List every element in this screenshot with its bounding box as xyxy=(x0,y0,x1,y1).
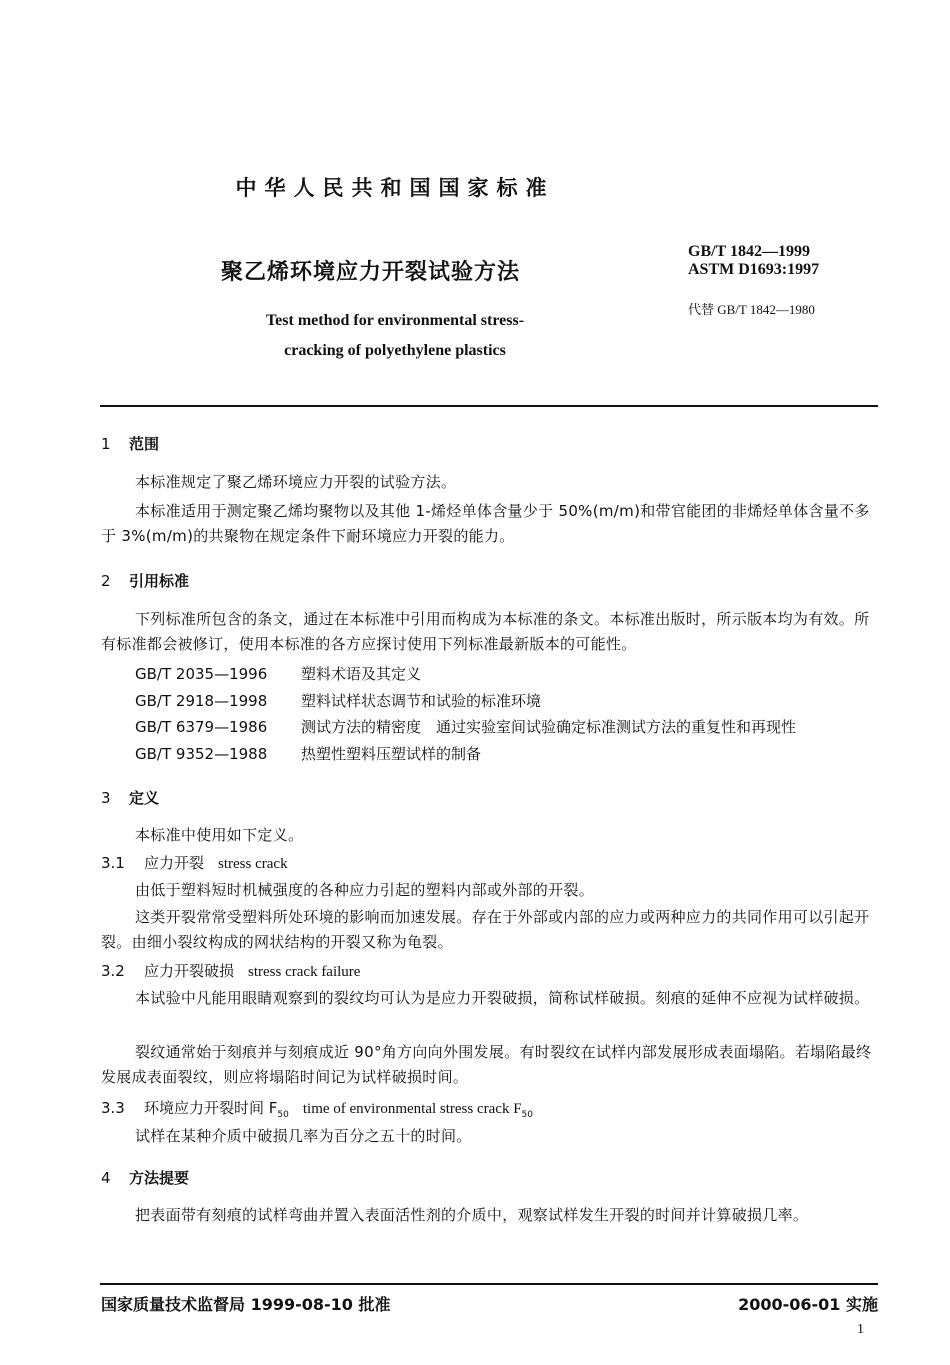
section-heading-4 xyxy=(101,1167,189,1188)
standard-numbers xyxy=(688,243,819,279)
reference-code: GB/T 2918—1998 xyxy=(135,692,268,710)
term-3-1 xyxy=(101,852,288,873)
section-title: 方法提要 xyxy=(129,1169,190,1187)
section-2-paragraph-1: 下列标准所包含的条文，通过在本标准中引用而构成为本标准的条文。本标准出版时，所示版本均为有效。所有标准都会被修订，使用本标准的各方应探讨使用下列标准最新版本的可能性。 xyxy=(101,610,870,653)
reference-code: GB/T 2035—1996 xyxy=(135,665,268,683)
effective-date: 2000-06-01 实施 xyxy=(738,1295,878,1314)
issue-date: 国家质量技术监督局 1999-08-10 批准 xyxy=(101,1295,391,1314)
national-standard-heading: 中华人民共和国国家标准 xyxy=(235,176,555,200)
reference-item xyxy=(135,716,796,737)
title-english xyxy=(150,306,640,366)
section-1-paragraph-1: 本标准规定了聚乙烯环境应力开裂的试验方法。 xyxy=(135,473,457,491)
reference-item xyxy=(135,743,481,764)
reference-name: 测试方法的精密度 通过实验室间试验确定标准测试方法的重复性和再现性 xyxy=(301,718,797,736)
reference-item xyxy=(135,690,541,711)
section-heading-2 xyxy=(101,570,189,591)
section-heading-3 xyxy=(101,787,159,808)
reference-code: GB/T 6379—1986 xyxy=(135,718,268,736)
term-3-1-paragraph-1: 由低于塑料短时机械强度的各种应力引起的塑料内部或外部的开裂。 xyxy=(135,881,595,899)
term-number: 3.2 xyxy=(101,962,125,980)
title-english-line-1: Test method for environmental stress- xyxy=(265,312,525,329)
term-3-3-paragraph-1: 试样在某种介质中破损几率为百分之五十的时间。 xyxy=(135,1127,472,1145)
reference-item xyxy=(135,663,421,684)
term-english: stress crack failure xyxy=(248,964,361,980)
term-chinese: 应力开裂 xyxy=(144,854,205,872)
term-3-1-paragraph-2: 这类开裂常常受塑料所处环境的影响而加速发展。存在于外部或内部的应力或两种应力的共同作用可以引起开裂。由细小裂纹构成的网状结构的开裂又称为龟裂。 xyxy=(101,908,870,951)
section-number: 3 xyxy=(101,789,111,807)
term-3-3 xyxy=(101,1097,533,1120)
section-1-paragraph-2: 本标准适用于测定聚乙烯均聚物以及其他 1-烯烃单体含量少于 50%(m/m)和带官能团的非烯烃单体含量不多于 3%(m/m)的共聚物在规定条件下耐环境应力开裂的能力。 xyxy=(101,502,870,545)
section-number: 4 xyxy=(101,1169,111,1187)
term-3-2-paragraph-1: 本试验中凡能用眼睛观察到的裂纹均可认为是应力开裂破损，简称试样破损。刻痕的延伸不应视为试样破损。 xyxy=(135,989,870,1007)
term-3-2 xyxy=(101,960,360,981)
section-title: 定义 xyxy=(129,789,160,807)
section-title: 引用标准 xyxy=(129,572,190,590)
term-english: time of environmental stress crack F xyxy=(302,1101,522,1117)
section-4-paragraph-1: 把表面带有刻痕的试样弯曲并置入表面活性剂的介质中，观察试样发生开裂的时间并计算破损几率。 xyxy=(135,1206,809,1224)
section-number: 1 xyxy=(101,435,111,453)
section-3-intro: 本标准中使用如下定义。 xyxy=(135,826,304,844)
reference-name: 塑料术语及其定义 xyxy=(301,665,422,683)
reference-name: 塑料试样状态调节和试验的标准环境 xyxy=(301,692,542,710)
title-chinese: 聚乙烯环境应力开裂试验方法 xyxy=(221,260,521,285)
page-number: 1 xyxy=(857,1322,864,1337)
reference-code: GB/T 9352—1988 xyxy=(135,745,268,763)
reference-name: 热塑性塑料压塑试样的制备 xyxy=(301,745,482,763)
section-heading-1 xyxy=(101,433,159,454)
term-number: 3.1 xyxy=(101,854,125,872)
term-chinese: 应力开裂破损 xyxy=(144,962,235,980)
footer-divider xyxy=(100,1283,878,1285)
astm-number: ASTM D1693:1997 xyxy=(688,261,820,278)
header-divider xyxy=(100,405,878,407)
term-3-2-paragraph-2: 裂纹通常始于刻痕并与刻痕成近 90°角方向向外围发展。有时裂纹在试样内部发展形成表面塌陷。若塌陷最终发展成表面裂纹，则应将塌陷时间记为试样破损时间。 xyxy=(101,1043,872,1086)
term-english: stress crack xyxy=(218,856,288,872)
term-english-subscript: 50 xyxy=(521,1110,533,1120)
term-chinese: 环境应力开裂时间 F xyxy=(144,1099,278,1117)
gb-number: GB/T 1842—1999 xyxy=(688,243,810,260)
section-number: 2 xyxy=(101,572,111,590)
replaces-note: 代替 GB/T 1842—1980 xyxy=(688,302,815,317)
title-english-line-2: cracking of polyethylene plastics xyxy=(284,342,506,359)
section-title: 范围 xyxy=(129,435,160,453)
term-number: 3.3 xyxy=(101,1099,125,1117)
term-subscript: 50 xyxy=(277,1110,289,1120)
